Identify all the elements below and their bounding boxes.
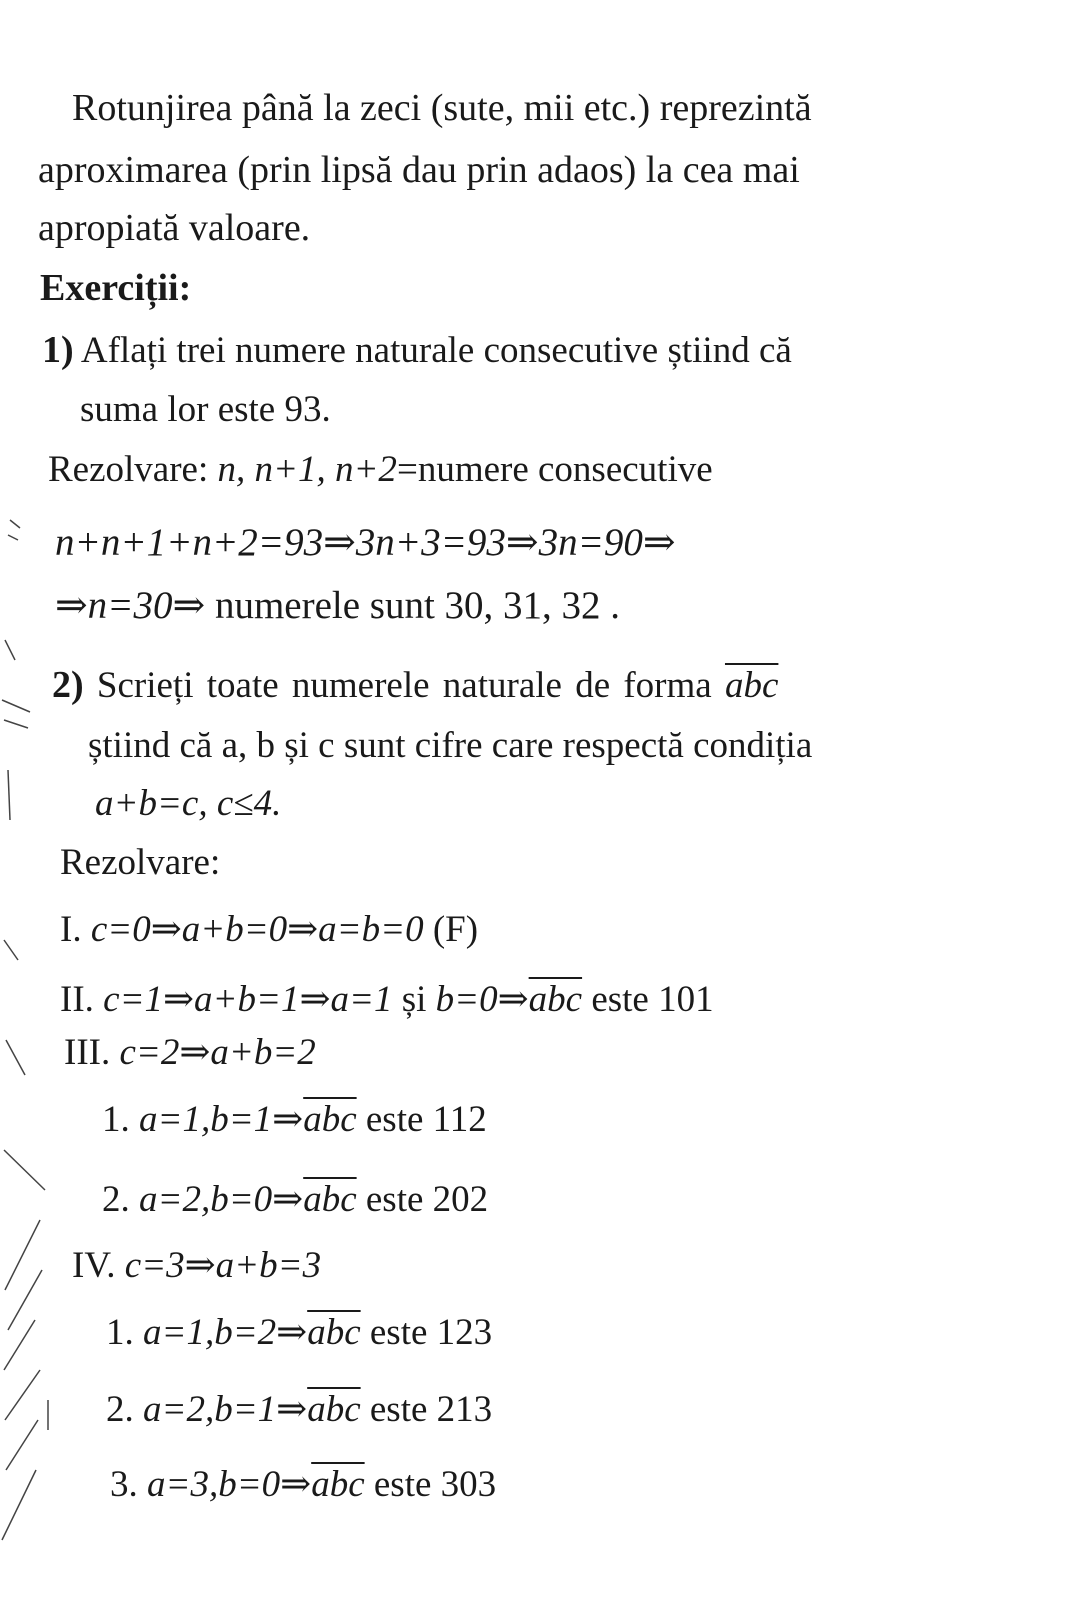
case-2 xyxy=(60,980,714,1021)
ex1-number: 1) xyxy=(42,329,74,371)
ex2-statement-line-2: știind că a, b și c sunt cifre care respectă condiția xyxy=(88,725,813,766)
sub-result: este 202 xyxy=(365,1179,489,1220)
eq2-math: ⇒n=30⇒ xyxy=(55,584,206,627)
sub-result: este 123 xyxy=(369,1312,493,1353)
ex1-statement-line-1 xyxy=(42,330,792,372)
abc-overline: $\overline{abc}$ xyxy=(303,1179,357,1220)
case-3-math: c=2⇒a+b=2 xyxy=(119,1032,316,1073)
sub-num: 3. xyxy=(110,1464,138,1505)
case-3 xyxy=(64,1033,316,1074)
ex2-rezolvare-label: Rezolvare: xyxy=(60,842,221,883)
abc-overline: $\overline{abc}$ xyxy=(307,1389,361,1430)
sub-math: a=1,b=2⇒ xyxy=(143,1312,308,1353)
rez-math: n, n+1, n+2 xyxy=(217,449,397,490)
sub-math: a=3,b=0⇒ xyxy=(147,1464,312,1505)
ex2-statement-line-3: a+b=c, c≤4. xyxy=(95,783,282,824)
sub-result: este 303 xyxy=(373,1464,497,1505)
ex1-equation-2 xyxy=(55,585,620,628)
case-4 xyxy=(72,1246,321,1287)
case-1-math: c=0⇒a+b=0⇒a=b=0 xyxy=(90,909,424,950)
eq2-nums: 30, 31, 32 . xyxy=(444,584,621,627)
ex1-text-1: Aflați trei numere naturale consecutive știind că xyxy=(80,330,792,371)
sub-math: a=2,b=0⇒ xyxy=(139,1179,304,1220)
case-1 xyxy=(60,910,478,951)
case-2-result: este 101 xyxy=(591,979,714,1020)
intro-line-2: aproximarea (prin lipsă dau prin adaos) la cea mai xyxy=(38,149,800,191)
case-4-sub-3 xyxy=(110,1465,496,1506)
abc-overline: $\overline{abc}$ xyxy=(724,665,779,706)
case-4-sub-1 xyxy=(106,1313,492,1354)
abc-overline: $\overline{abc}$ xyxy=(311,1464,365,1505)
ex1-equation-1: n+n+1+n+2=93⇒3n+3=93⇒3n=90⇒ xyxy=(55,521,676,564)
case-2-math-2: b=0⇒ xyxy=(435,979,529,1020)
case-4-math: c=3⇒a+b=3 xyxy=(124,1245,322,1286)
sub-num: 2. xyxy=(106,1389,134,1430)
sub-num: 1. xyxy=(106,1312,134,1353)
abc-overline: $\overline{abc}$ xyxy=(303,1099,357,1140)
abc-overline: $\overline{abc}$ xyxy=(528,979,583,1020)
case-4-label: IV. xyxy=(72,1245,116,1286)
rez-label: Rezolvare: xyxy=(48,449,209,490)
rez-text: numere consecutive xyxy=(417,449,713,490)
case-2-si: și xyxy=(401,979,427,1020)
ex2-number: 2) xyxy=(52,664,84,706)
case-3-sub-1 xyxy=(102,1100,487,1141)
intro-line-3: apropiată valoare. xyxy=(38,207,311,249)
case-1-label: I. xyxy=(60,909,82,950)
case-2-math: c=1⇒a+b=1⇒a=1 xyxy=(103,979,393,1020)
rez-eq: = xyxy=(396,449,418,490)
case-3-label: III. xyxy=(64,1032,111,1073)
sub-math: a=1,b=1⇒ xyxy=(139,1099,304,1140)
ex1-statement-line-2: suma lor este 93. xyxy=(80,389,331,430)
ex2-text-1: Scrieți toate numerele naturale de forma xyxy=(96,665,712,706)
case-3-sub-2 xyxy=(102,1180,488,1221)
exercises-heading: Exerciții: xyxy=(40,267,192,309)
ex2-statement-line-1 xyxy=(52,665,778,707)
sub-result: este 112 xyxy=(365,1099,487,1140)
case-2-label: II. xyxy=(60,979,94,1020)
sub-num: 1. xyxy=(102,1099,130,1140)
intro-line-1: Rotunjirea până la zeci (sute, mii etc.) reprezintă xyxy=(72,87,812,129)
sub-num: 2. xyxy=(102,1179,130,1220)
ex1-rezolvare-line xyxy=(48,450,713,491)
case-4-sub-2 xyxy=(106,1390,492,1431)
sub-result: este 213 xyxy=(369,1389,493,1430)
abc-overline: $\overline{abc}$ xyxy=(307,1312,361,1353)
eq2-text: numerele sunt xyxy=(214,584,435,627)
sub-math: a=2,b=1⇒ xyxy=(143,1389,308,1430)
case-1-result: (F) xyxy=(432,909,479,950)
